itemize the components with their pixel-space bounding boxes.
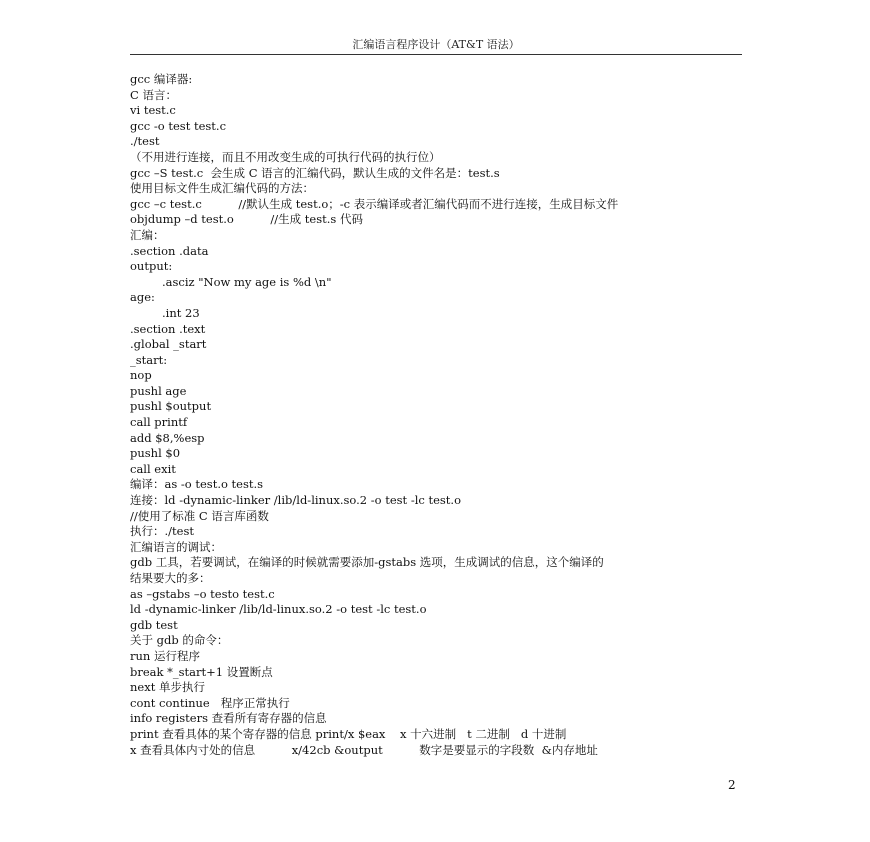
text-line: ld -dynamic-linker /lib/ld-linux.so.2 -o test -lc test.o: [130, 602, 427, 617]
body-text: [130, 72, 742, 758]
text-line: 连接：ld -dynamic-linker /lib/ld-linux.so.2 -o test -lc test.o: [130, 493, 462, 508]
code-line: _start:: [130, 352, 168, 367]
code-line: call printf: [130, 415, 188, 430]
text-line: info registers 查看所有寄存器的信息: [130, 711, 327, 726]
header-rule: [130, 54, 742, 55]
code-line: pushl $0: [130, 446, 181, 461]
text-line: gdb 工具，若要调试，在编译的时候就需要添加-gstabs 选项，生成调试的信息，这个编译的: [130, 555, 604, 570]
text-line: next 单步执行: [130, 680, 205, 695]
text-line: 结果要大的多：: [130, 571, 211, 585]
text-line: break *_start+1 设置断点: [130, 664, 273, 679]
code-line: .int 23: [162, 305, 200, 320]
text-line: 使用目标文件生成汇编代码的方法：: [130, 181, 314, 196]
code-line: nop: [130, 368, 152, 383]
text-line: cont continue 程序正常执行: [130, 695, 290, 710]
text-line: //使用了标准 C 语言库函数: [130, 508, 269, 523]
text-line: 编译：as -o test.o test.s: [130, 477, 264, 492]
text-line: objdump –d test.o //生成 test.s 代码: [130, 212, 363, 227]
code-line: .section .data: [130, 243, 209, 258]
page-number: 2: [728, 778, 736, 792]
text-line: 关于 gdb 的命令：: [130, 633, 229, 648]
text-line: x 查看具体内寸处的信息 x/42cb &output 数字是要显示的字段数 &内存地址: [130, 742, 598, 757]
code-line: output:: [130, 259, 173, 274]
text-line: gdb test: [130, 617, 178, 632]
text-line: gcc 编译器:: [130, 72, 193, 86]
text-line: print 查看具体的某个寄存器的信息 print/x $eax x 十六进制 t 二进制 d 十进制: [130, 726, 567, 741]
text-line: as –gstabs –o testo test.c: [130, 586, 275, 601]
text-line: ./test: [130, 134, 160, 149]
code-line: age:: [130, 290, 155, 305]
code-line: add $8,%esp: [130, 430, 205, 445]
text-line: C 语言：: [130, 87, 177, 102]
code-line: .section .text: [130, 321, 206, 336]
code-line: .global _start: [130, 337, 207, 352]
text-line: gcc –c test.c //默认生成 test.o；-c 表示编译或者汇编代码而不进行连接，生成目标文件: [130, 196, 619, 211]
code-line: call exit: [130, 461, 176, 476]
text-line: （不用进行连接，而且不用改变生成的可执行代码的执行位）: [130, 149, 441, 164]
running-header: 汇编语言程序设计（AT&T 语法）: [352, 38, 520, 51]
text-line: 汇编语言的调试：: [130, 539, 222, 554]
text-line: gcc -o test test.c: [130, 118, 227, 133]
text-line: gcc –S test.c 会生成 C 语言的汇编代码，默认生成的文件名是：test.s: [130, 165, 500, 180]
text-line: 汇编：: [130, 227, 165, 242]
text-line: vi test.c: [130, 103, 176, 118]
code-line: .asciz "Now my age is %d \n": [162, 274, 332, 289]
text-line: 执行：./test: [130, 524, 194, 539]
code-line: pushl age: [130, 383, 187, 398]
code-line: pushl $output: [130, 399, 212, 414]
text-line: run 运行程序: [130, 648, 200, 663]
